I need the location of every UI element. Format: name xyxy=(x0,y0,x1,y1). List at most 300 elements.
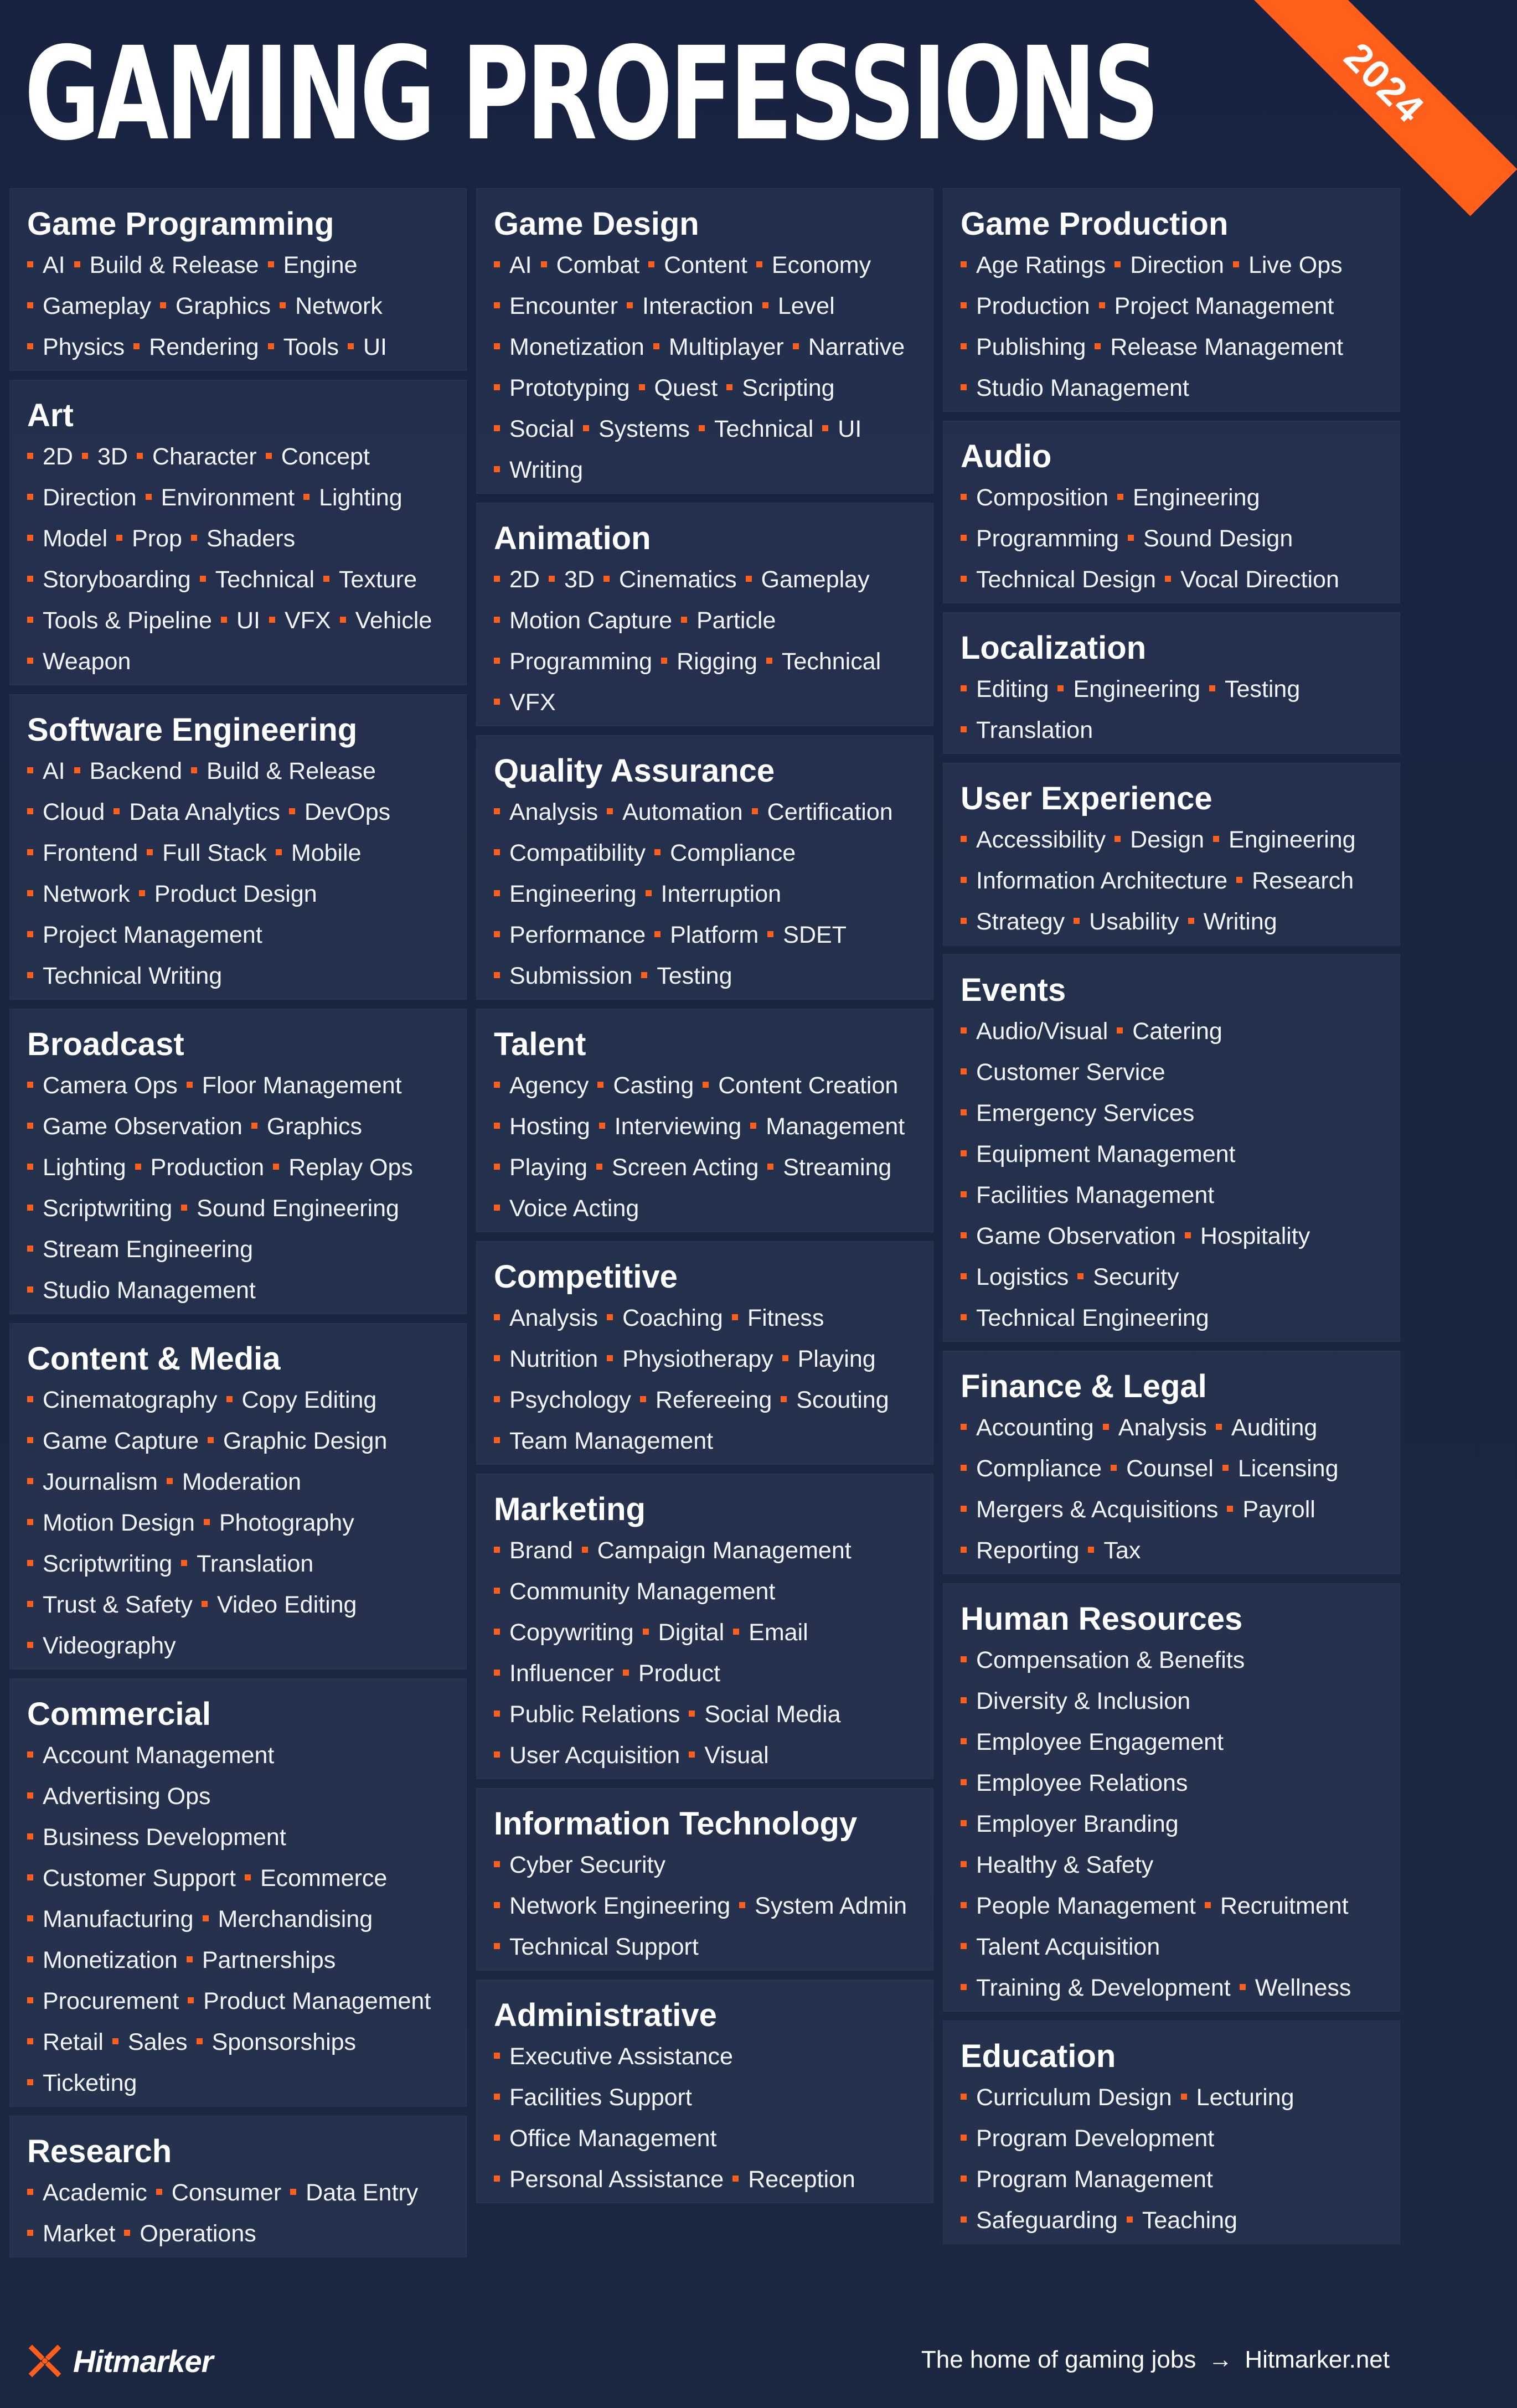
bullet-icon xyxy=(494,576,500,582)
profession-item xyxy=(603,559,737,600)
bullet-icon xyxy=(961,1697,967,1703)
profession-item xyxy=(133,327,259,368)
profession-label: Programming xyxy=(509,648,653,675)
category-card-research xyxy=(9,2116,467,2257)
bullet-icon xyxy=(494,972,500,978)
profession-label: Translation xyxy=(976,717,1093,743)
bullet-icon xyxy=(961,685,967,691)
category-title: Game Design xyxy=(494,206,699,242)
bullet-icon xyxy=(340,617,346,623)
profession-item xyxy=(27,955,222,996)
bullet-icon xyxy=(767,931,773,937)
bullet-icon xyxy=(266,453,272,459)
profession-item xyxy=(226,1379,377,1420)
profession-item xyxy=(961,710,1093,751)
profession-item xyxy=(494,2036,733,2077)
profession-label: AI xyxy=(43,758,65,784)
profession-label: Systems xyxy=(598,416,690,442)
bullet-icon xyxy=(623,1670,629,1676)
profession-item xyxy=(1095,327,1343,368)
profession-item xyxy=(27,1270,256,1311)
profession-label: Production xyxy=(976,293,1090,319)
bullet-icon xyxy=(494,890,500,896)
bullet-icon xyxy=(187,1956,193,1962)
profession-item xyxy=(494,874,637,914)
profession-label: Hospitality xyxy=(1200,1223,1310,1249)
bullet-icon xyxy=(494,1082,500,1088)
profession-label: Physiotherapy xyxy=(622,1346,773,1372)
profession-label: Replay Ops xyxy=(288,1154,413,1181)
profession-label: Content xyxy=(664,252,747,278)
profession-item xyxy=(689,1735,768,1776)
bullet-icon xyxy=(689,1751,695,1758)
profession-label: Account Management xyxy=(43,1742,275,1769)
profession-item xyxy=(268,327,339,368)
profession-label: Diversity & Inclusion xyxy=(976,1688,1191,1714)
profession-label: Direction xyxy=(43,484,137,511)
category-title: Administrative xyxy=(494,1997,717,2033)
profession-item xyxy=(27,1502,195,1543)
profession-label: Analysis xyxy=(509,1305,598,1331)
profession-label: Engineering xyxy=(509,881,637,907)
bullet-icon xyxy=(681,617,687,623)
bullet-icon xyxy=(494,2135,500,2141)
profession-label: Equipment Management xyxy=(976,1141,1236,1167)
profession-item xyxy=(1074,901,1179,942)
bullet-icon xyxy=(640,1396,646,1402)
profession-item xyxy=(188,1981,431,2022)
profession-item xyxy=(27,1229,253,1270)
bullet-icon xyxy=(27,890,33,896)
bullet-icon xyxy=(767,1164,773,1170)
profession-item xyxy=(27,1940,178,1981)
profession-item xyxy=(961,669,1049,710)
profession-label: Tools xyxy=(283,334,339,360)
profession-label: Encounter xyxy=(509,293,618,319)
profession-item xyxy=(961,1530,1079,1571)
profession-item xyxy=(156,2172,281,2213)
profession-label: Playing xyxy=(509,1154,588,1181)
profession-label: Direction xyxy=(1130,252,1224,278)
footer-brand[interactable] xyxy=(27,2343,213,2379)
bullet-icon xyxy=(746,576,752,582)
bullet-icon xyxy=(27,1286,33,1293)
profession-item xyxy=(268,245,358,286)
profession-label: Narrative xyxy=(808,334,905,360)
profession-label: Tools & Pipeline xyxy=(43,607,212,634)
bullet-icon xyxy=(599,1123,605,1129)
profession-label: Social Media xyxy=(704,1701,841,1728)
profession-item xyxy=(646,874,782,914)
profession-item xyxy=(961,1926,1160,1967)
profession-label: Editing xyxy=(976,676,1049,702)
profession-item xyxy=(494,1844,665,1885)
profession-item xyxy=(1057,669,1200,710)
bullet-icon xyxy=(494,1629,500,1635)
bullet-icon xyxy=(627,302,633,308)
bullet-icon xyxy=(961,1314,967,1320)
profession-item xyxy=(739,1885,907,1926)
profession-label: Casting xyxy=(613,1072,694,1099)
profession-item xyxy=(27,1981,179,2022)
profession-label: Performance xyxy=(509,922,646,948)
profession-list xyxy=(494,792,916,996)
category-title: Education xyxy=(961,2038,1116,2074)
bullet-icon xyxy=(961,1424,967,1430)
bullet-icon xyxy=(1095,343,1101,349)
bullet-icon xyxy=(494,1588,500,1594)
bullet-icon xyxy=(494,1355,500,1361)
profession-label: Technical xyxy=(714,416,814,442)
bullet-icon xyxy=(607,1314,613,1320)
profession-item xyxy=(27,1065,178,1106)
category-card-localization xyxy=(943,612,1400,754)
bullet-icon xyxy=(494,1670,500,1676)
profession-item xyxy=(1216,1407,1317,1448)
profession-item xyxy=(27,2172,147,2213)
bullet-icon xyxy=(273,1164,279,1170)
footer-site-link[interactable]: Hitmarker.net xyxy=(1245,2346,1390,2373)
category-title: Finance & Legal xyxy=(961,1368,1207,1404)
bullet-icon xyxy=(494,384,500,390)
profession-label: Facilities Management xyxy=(976,1182,1215,1208)
bullet-icon xyxy=(961,1943,967,1949)
bullet-icon xyxy=(289,808,295,814)
profession-label: Game Observation xyxy=(43,1113,242,1140)
category-title: Commercial xyxy=(27,1696,211,1732)
profession-list xyxy=(961,819,1382,942)
profession-label: Data Entry xyxy=(306,2179,419,2206)
category-card-game-production xyxy=(943,188,1400,412)
bullet-icon xyxy=(961,1506,967,1512)
category-card-user-experience xyxy=(943,763,1400,945)
profession-label: Model xyxy=(43,525,108,552)
column-3 xyxy=(943,188,1400,2253)
bullet-icon xyxy=(793,343,799,349)
footer-tagline-link[interactable] xyxy=(921,2346,1390,2374)
bullet-icon xyxy=(1233,261,1239,267)
profession-item xyxy=(582,1530,852,1571)
profession-label: Programming xyxy=(976,525,1119,552)
profession-item xyxy=(187,1065,402,1106)
profession-item xyxy=(961,1489,1218,1530)
bullet-icon xyxy=(494,1314,500,1320)
bullet-icon xyxy=(27,302,33,308)
profession-item xyxy=(27,914,262,955)
profession-item xyxy=(1222,1448,1339,1489)
profession-item xyxy=(961,286,1090,327)
bullet-icon xyxy=(961,2135,967,2141)
profession-label: Agency xyxy=(509,1072,589,1099)
category-title: Research xyxy=(27,2133,172,2169)
profession-item xyxy=(27,1776,211,1817)
bullet-icon xyxy=(280,302,286,308)
bullet-icon xyxy=(607,808,613,814)
profession-label: Studio Management xyxy=(976,375,1189,401)
profession-label: Level xyxy=(777,293,835,319)
profession-label: Management xyxy=(766,1113,905,1140)
profession-item xyxy=(202,1584,357,1625)
profession-item xyxy=(752,792,893,833)
profession-label: Studio Management xyxy=(43,1277,256,1304)
category-title: Software Engineering xyxy=(27,712,358,748)
profession-label: Copywriting xyxy=(509,1619,634,1646)
profession-label: Technical Design xyxy=(976,566,1157,593)
bullet-icon xyxy=(782,1355,788,1361)
profession-label: Copy Editing xyxy=(241,1387,377,1413)
profession-item xyxy=(27,327,125,368)
profession-item xyxy=(27,477,137,518)
profession-item xyxy=(289,792,390,833)
profession-item xyxy=(767,914,847,955)
bullet-icon xyxy=(1236,877,1242,883)
profession-label: Logistics xyxy=(976,1264,1069,1290)
bullet-icon xyxy=(961,1820,967,1826)
category-title: Game Programming xyxy=(27,206,334,242)
category-card-broadcast xyxy=(9,1009,467,1314)
profession-item xyxy=(961,1052,1165,1093)
bullet-icon xyxy=(653,343,659,349)
profession-label: VFX xyxy=(509,689,556,716)
profession-item xyxy=(27,641,131,682)
category-card-competitive xyxy=(476,1241,933,1465)
category-title: Quality Assurance xyxy=(494,753,775,789)
profession-item xyxy=(340,600,432,641)
profession-label: Prop xyxy=(132,525,182,552)
category-title: Game Production xyxy=(961,206,1229,242)
bullet-icon xyxy=(116,535,122,541)
profession-label: Retail xyxy=(43,2029,104,2055)
profession-item xyxy=(641,955,732,996)
bullet-icon xyxy=(27,1956,33,1962)
bullet-icon xyxy=(781,1396,787,1402)
profession-item xyxy=(1088,1530,1141,1571)
profession-item xyxy=(200,559,314,600)
profession-label: UI xyxy=(236,607,260,634)
profession-label: Shaders xyxy=(206,525,296,552)
bullet-icon xyxy=(181,1205,187,1211)
profession-label: Environment xyxy=(161,484,295,511)
profession-item xyxy=(116,518,182,559)
profession-item xyxy=(961,477,1108,518)
profession-label: Coaching xyxy=(622,1305,723,1331)
category-card-game-programming xyxy=(9,188,467,371)
profession-item xyxy=(732,2159,855,2200)
profession-label: Fitness xyxy=(747,1305,824,1331)
profession-label: Facilities Support xyxy=(509,2084,692,2111)
profession-label: Public Relations xyxy=(509,1701,680,1728)
profession-item xyxy=(494,955,632,996)
profession-list xyxy=(494,2036,916,2200)
category-card-audio xyxy=(943,421,1400,603)
category-title: Information Technology xyxy=(494,1806,858,1842)
profession-item xyxy=(251,1106,362,1147)
profession-label: Sales xyxy=(127,2029,188,2055)
bullet-icon xyxy=(290,2189,296,2195)
bullet-icon xyxy=(135,1164,141,1170)
profession-item xyxy=(623,1653,720,1694)
profession-label: Information Architecture xyxy=(976,867,1228,894)
profession-item xyxy=(494,792,598,833)
bullet-icon xyxy=(961,836,967,842)
bullet-icon xyxy=(961,576,967,582)
profession-list xyxy=(494,1844,916,1967)
bullet-icon xyxy=(268,261,274,267)
profession-list xyxy=(27,1065,449,1311)
bullet-icon xyxy=(1074,918,1080,924)
profession-label: Backend xyxy=(89,758,182,784)
bullet-icon xyxy=(961,1191,967,1197)
profession-label: Build & Release xyxy=(206,758,376,784)
bullet-icon xyxy=(541,261,547,267)
bullet-icon xyxy=(191,767,197,773)
profession-item xyxy=(27,874,130,914)
bullet-icon xyxy=(494,1205,500,1211)
profession-item xyxy=(160,286,271,327)
profession-item xyxy=(494,1530,573,1571)
profession-item xyxy=(266,436,370,477)
profession-label: Accessibility xyxy=(976,826,1106,853)
profession-item xyxy=(961,1640,1245,1681)
profession-label: Writing xyxy=(509,457,584,483)
bullet-icon xyxy=(27,931,33,937)
profession-label: Voice Acting xyxy=(509,1195,639,1222)
profession-label: Consumer xyxy=(171,2179,282,2206)
profession-item xyxy=(961,1134,1236,1175)
profession-label: Vehicle xyxy=(355,607,432,634)
profession-item xyxy=(494,286,618,327)
profession-label: Cyber Security xyxy=(509,1852,665,1878)
category-title: Human Resources xyxy=(961,1601,1243,1637)
profession-item xyxy=(494,1612,634,1653)
profession-item xyxy=(203,1899,373,1940)
bullet-icon xyxy=(961,1232,967,1238)
profession-label: Curriculum Design xyxy=(976,2084,1172,2111)
bullet-icon xyxy=(188,1997,194,2003)
profession-label: Floor Management xyxy=(202,1072,402,1099)
profession-label: Employer Branding xyxy=(976,1811,1179,1837)
profession-item xyxy=(703,1065,898,1106)
profession-list xyxy=(494,559,916,723)
profession-label: Rendering xyxy=(149,334,259,360)
bullet-icon xyxy=(961,2094,967,2100)
profession-list xyxy=(961,669,1382,751)
profession-label: Business Development xyxy=(43,1824,286,1851)
profession-label: Accounting xyxy=(976,1414,1094,1441)
bullet-icon xyxy=(654,931,661,937)
profession-label: Influencer xyxy=(509,1660,614,1687)
bullet-icon xyxy=(27,617,33,623)
profession-label: Weapon xyxy=(43,648,131,675)
profession-label: Lecturing xyxy=(1196,2084,1294,2111)
hitmarker-logo-icon xyxy=(27,2343,63,2379)
profession-item xyxy=(494,2118,716,2159)
profession-label: Publishing xyxy=(976,334,1086,360)
profession-list xyxy=(961,2077,1382,2241)
profession-item xyxy=(27,2063,137,2104)
profession-item xyxy=(137,436,257,477)
bullet-icon xyxy=(27,494,33,500)
profession-item xyxy=(732,1298,824,1339)
profession-item xyxy=(726,368,834,409)
profession-item xyxy=(640,1379,772,1420)
profession-label: Game Capture xyxy=(43,1428,199,1454)
bullet-icon xyxy=(27,1164,33,1170)
profession-label: Project Management xyxy=(43,922,262,948)
profession-label: Interaction xyxy=(642,293,754,319)
profession-label: Monetization xyxy=(509,334,644,360)
profession-label: Compliance xyxy=(670,840,796,866)
profession-label: Security xyxy=(1093,1264,1179,1290)
profession-item xyxy=(197,2022,357,2063)
profession-item xyxy=(494,1420,713,1461)
bullet-icon xyxy=(27,1560,33,1566)
profession-label: Program Management xyxy=(976,2166,1213,2193)
profession-item xyxy=(494,449,583,490)
profession-item xyxy=(961,1448,1102,1489)
profession-label: Compatibility xyxy=(509,840,646,866)
category-title: Events xyxy=(961,972,1066,1008)
profession-item xyxy=(689,1694,840,1735)
profession-item xyxy=(961,2118,1214,2159)
profession-label: Motion Design xyxy=(43,1510,195,1536)
bullet-icon xyxy=(181,1560,187,1566)
category-card-game-design xyxy=(476,188,933,494)
bullet-icon xyxy=(822,425,828,431)
profession-label: Email xyxy=(749,1619,808,1646)
profession-label: Manufacturing xyxy=(43,1906,194,1932)
profession-label: Strategy xyxy=(976,908,1065,935)
profession-label: Technical Writing xyxy=(43,963,223,989)
profession-item xyxy=(648,245,747,286)
bullet-icon xyxy=(494,617,500,623)
profession-label: Executive Assistance xyxy=(509,2043,733,2070)
profession-item xyxy=(607,792,743,833)
profession-label: Prototyping xyxy=(509,375,630,401)
profession-label: Playing xyxy=(797,1346,876,1372)
profession-item xyxy=(494,1885,730,1926)
profession-item xyxy=(961,1257,1069,1298)
profession-item xyxy=(27,1106,242,1147)
bullet-icon xyxy=(160,302,166,308)
profession-item xyxy=(1240,1967,1351,2008)
bullet-icon xyxy=(494,1396,500,1402)
profession-item xyxy=(596,1147,758,1188)
bullet-icon xyxy=(961,1150,967,1156)
profession-label: Catering xyxy=(1132,1018,1222,1045)
profession-item xyxy=(494,1926,699,1967)
profession-label: Cinematics xyxy=(618,566,737,593)
profession-item xyxy=(348,327,387,368)
profession-label: Technical xyxy=(215,566,314,593)
profession-item xyxy=(27,1420,199,1461)
bullet-icon xyxy=(27,1601,33,1607)
profession-item xyxy=(961,2200,1118,2241)
profession-item xyxy=(961,819,1106,860)
bullet-icon xyxy=(27,1833,33,1839)
bullet-icon xyxy=(112,2038,118,2044)
profession-label: Scripting xyxy=(742,375,835,401)
bullet-icon xyxy=(494,1437,500,1443)
profession-item xyxy=(781,1379,889,1420)
bullet-icon xyxy=(762,302,768,308)
profession-label: Multiplayer xyxy=(668,334,784,360)
column-2 xyxy=(476,188,933,2212)
brand-name: Hitmarker xyxy=(73,2343,213,2379)
profession-item xyxy=(494,1298,598,1339)
profession-item xyxy=(135,1147,265,1188)
bullet-icon xyxy=(961,1547,967,1553)
